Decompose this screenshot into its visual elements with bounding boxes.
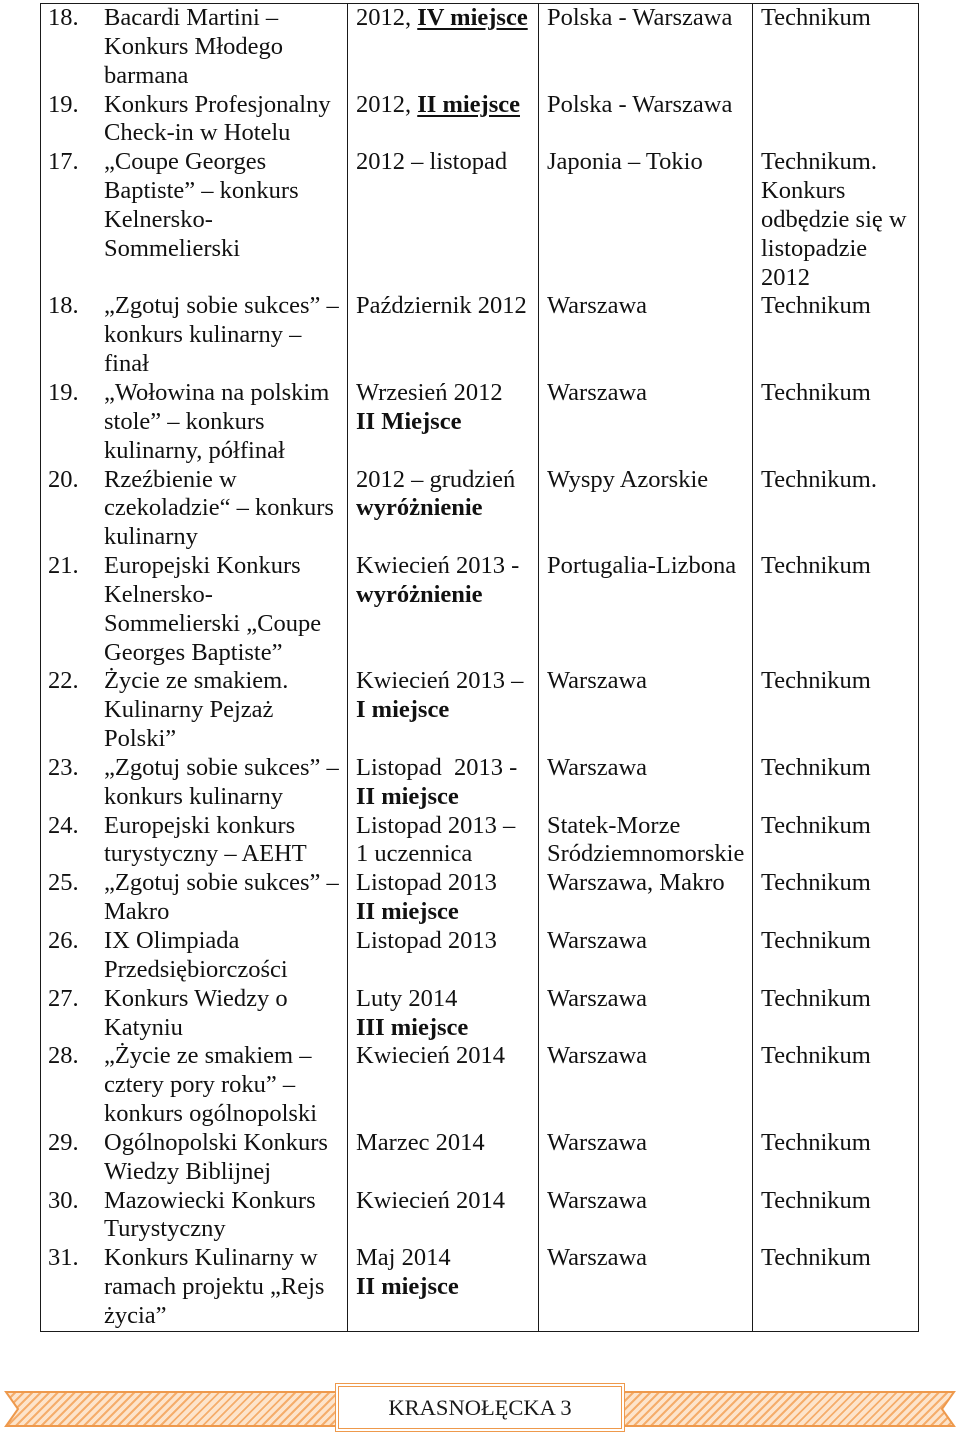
date-line: Kwiecień 2014 (356, 1042, 505, 1070)
location-line: Warszawa (547, 292, 648, 320)
competition-cell (41, 1042, 348, 1129)
table-row (41, 552, 919, 667)
date-result-cell (348, 1244, 539, 1331)
competition-cell (41, 148, 348, 292)
location-cell (539, 1042, 753, 1129)
date-line (356, 783, 536, 812)
school-line: Technikum (761, 667, 871, 695)
table-row (41, 1244, 919, 1331)
date-line (356, 1014, 536, 1043)
competition-name (104, 292, 345, 379)
date-result-cell (348, 148, 539, 292)
competition-name-line: IX Olimpiada (104, 927, 240, 954)
school-line: Technikum (761, 927, 871, 954)
competition-name-line: Baptiste” – konkurs (104, 177, 299, 205)
location-line: Sródziemnomorskie (547, 840, 745, 868)
school-line: 2012 (761, 263, 810, 291)
school-line: Konkurs (761, 177, 846, 205)
competition-cell (41, 985, 348, 1043)
date-line: 2012 – grudzień (356, 465, 516, 493)
competition-name-line: „Zgotuj sobie sukces” – (104, 292, 339, 320)
date-result-cell (348, 927, 539, 985)
school-line: Technikum (761, 1042, 871, 1070)
footer-banner (0, 1380, 960, 1435)
location-cell (539, 754, 753, 812)
school-line: Technikum (761, 378, 871, 406)
competition-name-line: Sommelierski (104, 234, 241, 262)
school-line: Technikum (761, 4, 871, 31)
award-text: wyróżnienie (356, 494, 483, 522)
school-line: Technikum (761, 292, 871, 320)
date-line (356, 696, 536, 725)
location-cell (539, 91, 753, 149)
school-cell (753, 1187, 919, 1245)
school-line: Technikum (761, 869, 871, 897)
location-cell (539, 148, 753, 292)
competition-cell (41, 4, 348, 91)
table-row (41, 985, 919, 1043)
location-cell (539, 4, 753, 91)
address-text: KRASNOŁĘCKA 3 (388, 1394, 572, 1420)
table-row (41, 148, 919, 292)
competition-cell (41, 1129, 348, 1187)
date-line: Kwiecień 2013 - (356, 552, 520, 580)
date-line: 2012 – listopad (356, 148, 508, 176)
competition-cell (41, 466, 348, 553)
competition-name (104, 1187, 345, 1245)
results-table (40, 3, 919, 1332)
school-cell (753, 1244, 919, 1331)
date-line: Październik 2012 (356, 292, 527, 320)
competition-name-line: kulinarny (104, 523, 198, 551)
location-cell (539, 667, 753, 754)
school-line: Technikum (761, 1128, 871, 1156)
award-text: II miejsce (356, 782, 459, 810)
row-number: 26. (48, 927, 79, 954)
school-line: Technikum (761, 1186, 871, 1214)
table-row (41, 754, 919, 812)
competition-name (104, 379, 345, 466)
competition-name-line: Kelnersko- (104, 205, 213, 233)
table-row (41, 927, 919, 985)
competition-name-line: Konkurs Kulinarny w (104, 1244, 318, 1272)
row-number: 29. (48, 1128, 79, 1156)
competition-name (104, 552, 345, 667)
location-line: Warszawa (547, 984, 648, 1012)
competition-name-line: Mazowiecki Konkurs (104, 1186, 316, 1214)
table-row (41, 292, 919, 379)
date-line: Marzec 2014 (356, 1128, 485, 1156)
competition-name-line: życia” (104, 1301, 167, 1329)
results-table-body (41, 4, 919, 1332)
competition-name-line: turystyczny – AEHT (104, 840, 307, 868)
table-row (41, 4, 919, 91)
date-result-cell (348, 379, 539, 466)
row-number: 27. (48, 984, 79, 1012)
competition-name-line: „Coupe Georges (104, 148, 267, 176)
table-row (41, 1042, 919, 1129)
location-line: Warszawa (547, 1244, 648, 1272)
date-line (356, 898, 536, 927)
competition-name (104, 985, 345, 1043)
competition-name-line: Kelnersko- (104, 580, 213, 608)
school-cell (753, 1129, 919, 1187)
competition-name (104, 4, 345, 91)
date-line: Listopad 2013 (356, 869, 497, 897)
school-cell (753, 1042, 919, 1129)
table-row (41, 667, 919, 754)
competition-cell (41, 869, 348, 927)
row-number: 30. (48, 1186, 79, 1214)
school-cell (753, 869, 919, 927)
row-number: 22. (48, 667, 79, 695)
competition-name-line: Przedsiębiorczości (104, 955, 288, 983)
location-line: Warszawa, Makro (547, 869, 725, 897)
school-cell (753, 148, 919, 292)
date-result-cell (348, 1042, 539, 1129)
date-line (356, 1273, 536, 1302)
competition-name-line: „Wołowina na polskim (104, 378, 330, 406)
location-line: Statek-Morze (547, 811, 681, 839)
location-cell (539, 869, 753, 927)
table-row (41, 812, 919, 870)
competition-name-line: „Zgotuj sobie sukces” – (104, 869, 339, 897)
row-number: 20. (48, 465, 79, 493)
school-line: Technikum (761, 552, 871, 580)
date-line: Luty 2014 (356, 984, 458, 1012)
school-cell (753, 466, 919, 553)
table-row (41, 466, 919, 553)
school-line: odbędzie się w (761, 205, 907, 233)
competition-name-line: „Zgotuj sobie sukces” – (104, 753, 339, 781)
school-cell (753, 754, 919, 812)
date-result-cell (348, 292, 539, 379)
competition-cell (41, 1187, 348, 1245)
text-segment: 2012, (356, 4, 418, 31)
competition-name (104, 1129, 345, 1187)
competition-name (104, 91, 345, 149)
school-line: Technikum (761, 984, 871, 1012)
competition-name-line: barmana (104, 61, 189, 89)
competition-cell (41, 1244, 348, 1331)
competition-name-line: Życie ze smakiem. (104, 667, 289, 695)
location-line: Polska - Warszawa (547, 4, 733, 31)
competition-cell (41, 927, 348, 985)
date-line: Kwiecień 2014 (356, 1186, 505, 1214)
competition-name-line: Konkurs Profesjonalny (104, 90, 331, 118)
date-line: Wrzesień 2012 (356, 378, 503, 406)
competition-name-line: finał (104, 350, 149, 378)
school-line: Technikum. (761, 148, 877, 176)
location-cell (539, 466, 753, 553)
school-line: Technikum (761, 753, 871, 781)
school-cell (753, 552, 919, 667)
competition-name-line: Sommelierski „Coupe (104, 609, 322, 637)
ribbon-right-outline (624, 1392, 954, 1426)
competition-cell (41, 667, 348, 754)
competition-name-line: Katyniu (104, 1013, 183, 1041)
date-line (356, 408, 536, 437)
competition-name (104, 466, 345, 553)
location-cell (539, 812, 753, 870)
competition-name-line: „Życie ze smakiem – (104, 1042, 312, 1070)
date-result-cell (348, 552, 539, 667)
date-line: Listopad 2013 – (356, 811, 516, 839)
date-line: Maj 2014 (356, 1244, 451, 1272)
competition-name-line: konkurs ogólnopolski (104, 1100, 318, 1128)
competition-cell (41, 754, 348, 812)
award-text: wyróżnienie (356, 580, 483, 608)
competition-name (104, 754, 345, 812)
award-text: I miejsce (356, 696, 450, 724)
location-cell (539, 985, 753, 1043)
competition-cell (41, 379, 348, 466)
table-row (41, 379, 919, 466)
school-line: Technikum (761, 1244, 871, 1272)
school-line: Technikum (761, 811, 871, 839)
school-cell (753, 379, 919, 466)
competition-name-line: Europejski Konkurs (104, 552, 301, 580)
location-line: Warszawa (547, 927, 648, 954)
row-number: 18. (48, 292, 79, 320)
location-line: Wyspy Azorskie (547, 465, 709, 493)
text-segment: 2012, (356, 90, 418, 118)
award-text: IV miejsce (417, 4, 528, 31)
award-text: II miejsce (417, 90, 520, 118)
date-result-cell (348, 754, 539, 812)
competition-cell (41, 292, 348, 379)
competition-name-line: Rzeźbienie w (104, 465, 237, 493)
competition-cell (41, 812, 348, 870)
competition-name (104, 148, 345, 263)
table-row (41, 1187, 919, 1245)
competition-name (104, 812, 345, 870)
date-line (356, 91, 536, 120)
location-line: Warszawa (547, 753, 648, 781)
row-number: 19. (48, 90, 79, 118)
row-number: 23. (48, 753, 79, 781)
competition-name-line: cztery pory roku” – (104, 1071, 296, 1099)
location-cell (539, 927, 753, 985)
school-cell (753, 91, 919, 149)
row-number: 17. (48, 148, 79, 176)
competition-cell (41, 91, 348, 149)
date-result-cell (348, 667, 539, 754)
competition-name-line: Kulinarny Pejzaż (104, 696, 274, 724)
date-line: 1 uczennica (356, 840, 473, 868)
date-result-cell (348, 1129, 539, 1187)
location-line: Polska - Warszawa (547, 90, 733, 118)
location-cell (539, 379, 753, 466)
date-line: Listopad 2013 - (356, 753, 518, 781)
date-result-cell (348, 869, 539, 927)
date-result-cell (348, 985, 539, 1043)
competition-name-line: czekoladzie“ – konkurs (104, 494, 334, 522)
award-text: II miejsce (356, 898, 459, 926)
row-number: 21. (48, 552, 79, 580)
row-number: 24. (48, 811, 79, 839)
school-cell (753, 985, 919, 1043)
competition-name (104, 667, 345, 754)
competition-name-line: kulinarny, półfinał (104, 436, 285, 464)
competition-name-line: konkurs kulinarny – (104, 321, 302, 349)
date-line (356, 494, 536, 523)
location-line: Warszawa (547, 667, 648, 695)
school-cell (753, 292, 919, 379)
competition-name (104, 1042, 345, 1129)
school-cell (753, 667, 919, 754)
award-text: II Miejsce (356, 407, 462, 435)
competition-name-line: stole” – konkurs (104, 407, 265, 435)
competition-name-line: Bacardi Martini – (104, 4, 279, 31)
row-number: 25. (48, 869, 79, 897)
competition-name-line: Polski” (104, 725, 177, 753)
competition-name (104, 927, 345, 985)
row-number: 28. (48, 1042, 79, 1070)
row-number: 31. (48, 1244, 79, 1272)
competition-name-line: Makro (104, 898, 170, 926)
award-text: II miejsce (356, 1273, 459, 1301)
ribbon-left-outline (6, 1392, 336, 1426)
competition-name-line: Turystyczny (104, 1215, 226, 1243)
school-cell (753, 812, 919, 870)
competition-name-line: Georges Baptiste” (104, 638, 283, 666)
location-line: Warszawa (547, 1186, 648, 1214)
date-result-cell (348, 1187, 539, 1245)
address-box (335, 1383, 625, 1432)
location-cell (539, 1129, 753, 1187)
competition-name-line: Wiedzy Biblijnej (104, 1157, 272, 1185)
table-row (41, 869, 919, 927)
school-cell (753, 927, 919, 985)
location-line: Warszawa (547, 1128, 648, 1156)
date-line: Kwiecień 2013 – (356, 667, 524, 695)
row-number: 18. (48, 4, 79, 31)
date-result-cell (348, 91, 539, 149)
location-line: Japonia – Tokio (547, 148, 703, 176)
location-cell (539, 292, 753, 379)
date-line: Listopad 2013 (356, 927, 497, 954)
location-cell (539, 1244, 753, 1331)
row-number: 19. (48, 378, 79, 406)
competition-name-line: Ogólnopolski Konkurs (104, 1128, 328, 1156)
competition-name-line: Konkurs Młodego (104, 32, 283, 60)
date-line (356, 4, 536, 33)
competition-name-line: Europejski konkurs (104, 811, 296, 839)
competition-name (104, 869, 345, 927)
competition-name-line: konkurs kulinarny (104, 782, 283, 810)
competition-name (104, 1244, 345, 1331)
award-text: III miejsce (356, 1013, 469, 1041)
date-result-cell (348, 812, 539, 870)
date-line (356, 581, 536, 610)
competition-name-line: Konkurs Wiedzy o (104, 984, 288, 1012)
location-line: Warszawa (547, 1042, 648, 1070)
location-line: Portugalia-Lizbona (547, 552, 737, 580)
location-cell (539, 1187, 753, 1245)
date-result-cell (348, 466, 539, 553)
date-result-cell (348, 4, 539, 91)
school-cell (753, 4, 919, 91)
school-line: Technikum. (761, 465, 877, 493)
table-row (41, 91, 919, 149)
location-line: Warszawa (547, 378, 648, 406)
competition-cell (41, 552, 348, 667)
location-cell (539, 552, 753, 667)
competition-name-line: Check-in w Hotelu (104, 119, 291, 147)
competition-name-line: ramach projektu „Rejs (104, 1273, 325, 1301)
table-row (41, 1129, 919, 1187)
school-line: listopadzie (761, 234, 868, 262)
